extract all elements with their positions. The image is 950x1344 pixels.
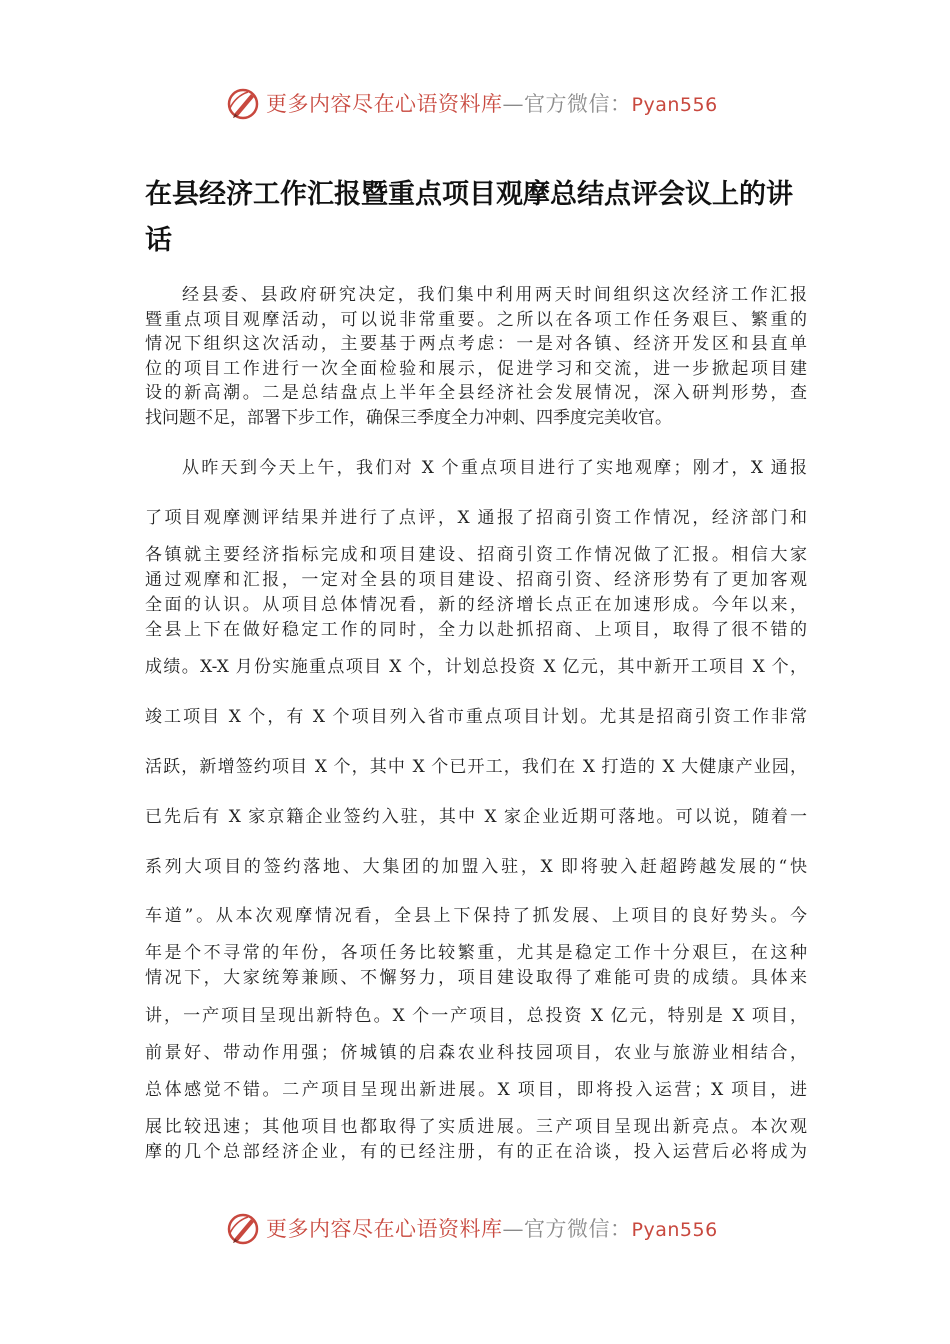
body-line: 总体感觉不错。二产项目呈现出新进展。X 项目，即将投入运营；X 项目，进 bbox=[145, 1080, 807, 1100]
banner-wechat-id: Pyan556 bbox=[631, 94, 718, 116]
body-line: 车道”。从本次观摩情况看，全县上下保持了抓发展、上项目的良好势头。今 bbox=[145, 906, 807, 926]
pen-logo-icon bbox=[226, 1211, 262, 1247]
banner-dash: — bbox=[502, 1217, 524, 1241]
banner-site-name: 更多内容尽在心语资料库 bbox=[266, 1217, 503, 1241]
body-line: 情况下，大家统筹兼顾、不懈努力，项目建设取得了难能可贵的成绩。具体来 bbox=[145, 968, 807, 988]
body-line: 竣工项目 X 个，有 X 个项目列入省市重点项目计划。尤其是招商引资工作非常 bbox=[145, 707, 807, 727]
body-line: 从昨天到今天上午，我们对 X 个重点项目进行了实地观摩；刚才，X 通报 bbox=[182, 458, 807, 478]
body-line: 前景好、带动作用强；侪城镇的启森农业科技园项目，农业与旅游业相结合， bbox=[145, 1043, 807, 1063]
body-line: 全面的认识。从项目总体情况看，新的经济增长点正在加速形成。今年以来， bbox=[145, 595, 807, 615]
body-line: 各镇就主要经济指标完成和项目建设、招商引资工作情况做了汇报。相信大家 bbox=[145, 545, 807, 565]
banner-text bbox=[266, 90, 718, 119]
body-line: 通过观摩和汇报，一定对全县的项目建设、招商引资、经济形势有了更加客观 bbox=[145, 570, 807, 590]
body-line: 已先后有 X 家京籍企业签约入驻，其中 X 家企业近期可落地。可以说，随着一 bbox=[145, 807, 807, 827]
banner-site-name: 更多内容尽在心语资料库 bbox=[266, 92, 503, 116]
body-line: 找问题不足，部署下步工作，确保三季度全力冲刺、四季度完美收官。 bbox=[145, 408, 672, 428]
body-line: 讲，一产项目呈现出新特色。X 个一产项目，总投资 X 亿元，特别是 X 项目， bbox=[145, 1006, 807, 1026]
banner-wechat-id: Pyan556 bbox=[631, 1219, 718, 1241]
body-line: 暨重点项目观摩活动，可以说非常重要。之所以在各项工作任务艰巨、繁重的 bbox=[145, 310, 807, 330]
body-line: 摩的几个总部经济企业，有的已经注册，有的正在洽谈，投入运营后必将成为 bbox=[145, 1142, 807, 1162]
body-line: 成绩。X-X 月份实施重点项目 X 个，计划总投资 X 亿元，其中新开工项目 X 个， bbox=[145, 657, 807, 677]
document-title: 在县经济工作汇报暨重点项目观摩总结点评会议上的讲话 bbox=[145, 179, 793, 256]
body-line: 了项目观摩测评结果并进行了点评，X 通报了招商引资工作情况，经济部门和 bbox=[145, 508, 807, 528]
banner-text bbox=[266, 1215, 718, 1244]
body-line: 年是个不寻常的年份，各项任务比较繁重，尤其是稳定工作十分艰巨，在这种 bbox=[145, 943, 807, 963]
body-line: 设的新高潮。二是总结盘点上半年全县经济社会发展情况，深入研判形势，查 bbox=[145, 383, 807, 403]
body-line: 全县上下在做好稳定工作的同时，全力以赴抓招商、上项目，取得了很不错的 bbox=[145, 620, 807, 640]
banner-dash: — bbox=[502, 92, 524, 116]
body-line: 系列大项目的签约落地、大集团的加盟入驻，X 即将驶入赶超跨越发展的“快 bbox=[145, 857, 807, 877]
body-line: 展比较迅速；其他项目也都取得了实质进展。三产项目呈现出新亮点。本次观 bbox=[145, 1117, 807, 1137]
banner-wechat-label: 官方微信： bbox=[524, 92, 632, 116]
pen-logo-icon bbox=[226, 86, 262, 122]
banner-wechat-label: 官方微信： bbox=[524, 1217, 632, 1241]
footer-banner bbox=[0, 1209, 950, 1249]
body-line: 情况下组织这次活动，主要基于两点考虑：一是对各镇、经济开发区和县直单 bbox=[145, 334, 807, 354]
body-line: 经县委、县政府研究决定，我们集中利用两天时间组织这次经济工作汇报 bbox=[182, 285, 807, 305]
body-line: 活跃，新增签约项目 X 个，其中 X 个已开工，我们在 X 打造的 X 大健康产业园， bbox=[145, 757, 807, 777]
body-line: 位的项目工作进行一次全面检验和展示，促进学习和交流，进一步掀起项目建 bbox=[145, 359, 807, 379]
header-banner bbox=[0, 84, 950, 124]
